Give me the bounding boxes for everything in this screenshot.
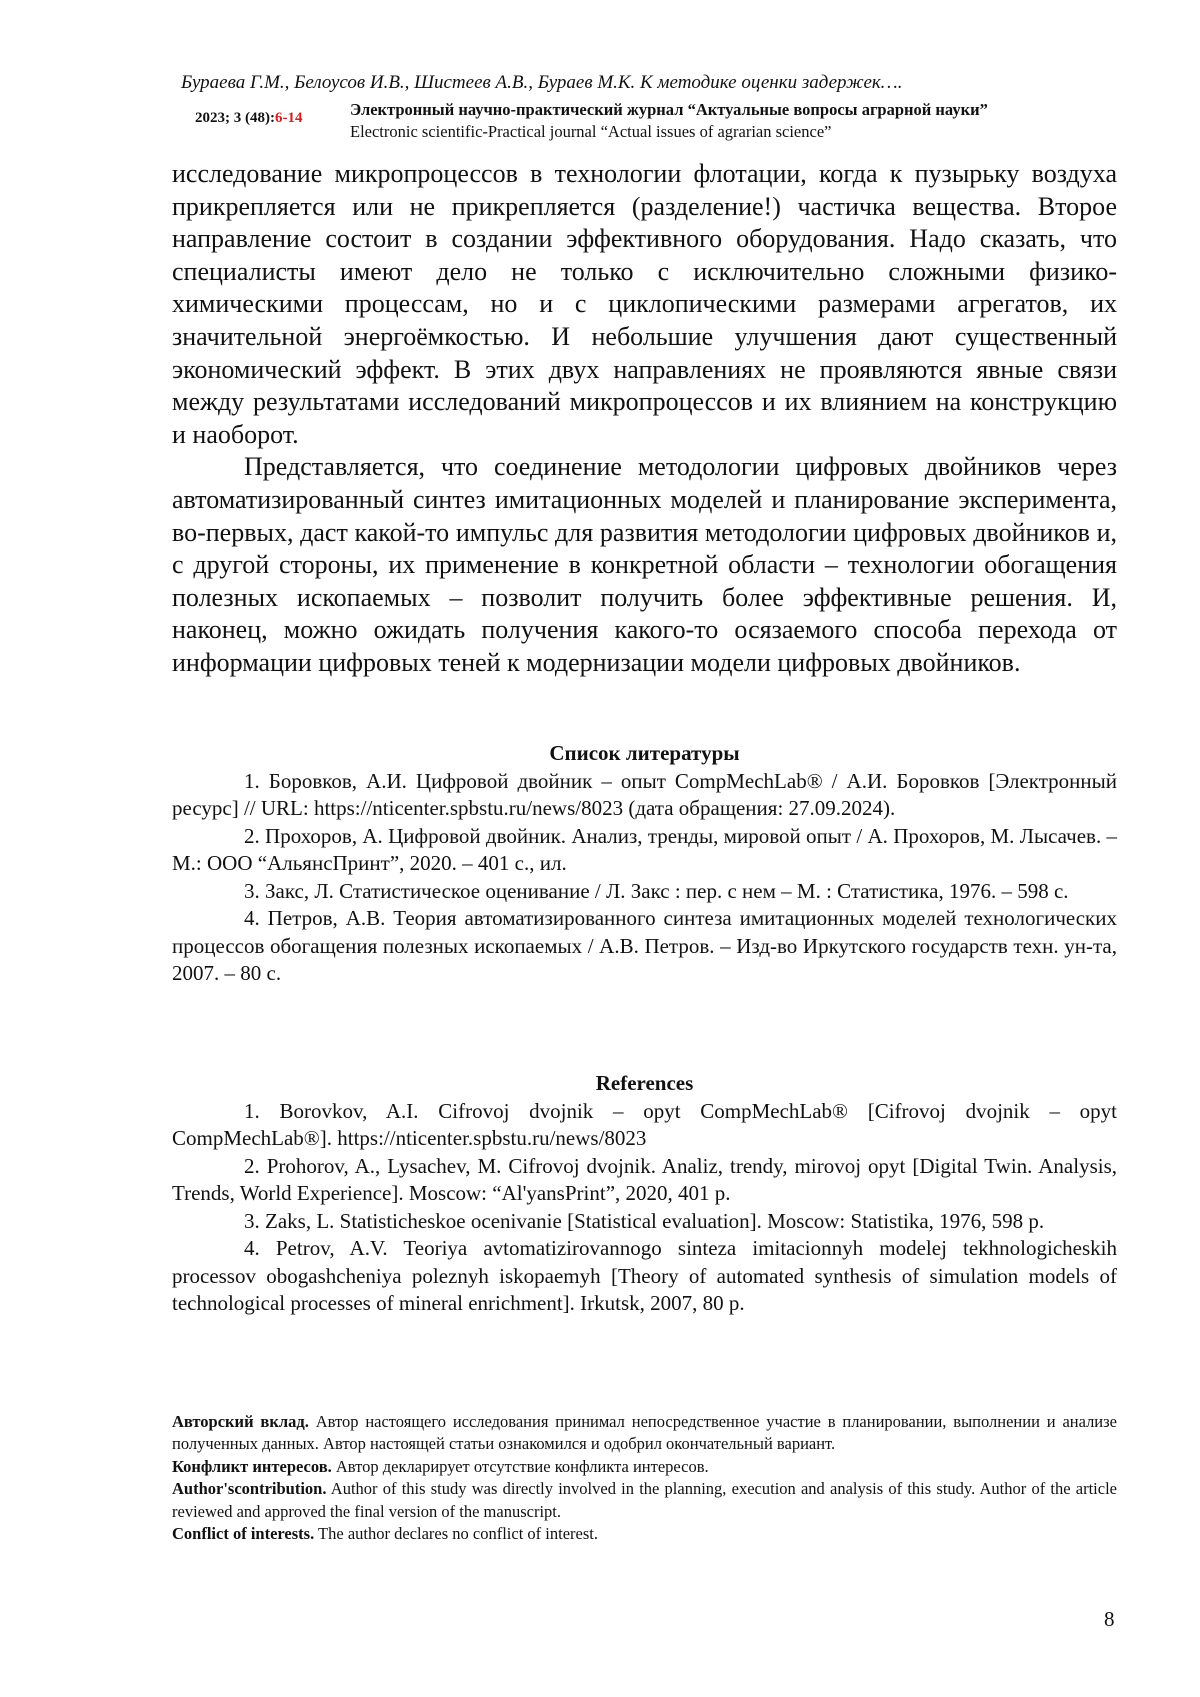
conflict-ru-text: Автор декларирует отсутствие конфликта интересов. bbox=[335, 1456, 709, 1476]
journal-title-ru: Электронный научно-практический журнал “Актуальные вопросы аграрной науки” bbox=[350, 100, 988, 119]
journal-title-en: Electronic scientific-Practical journal “Actual issues of agrarian science” bbox=[350, 122, 832, 141]
contribution-en bbox=[172, 1478, 1117, 1523]
conflict-ru-label: Конфликт интересов. bbox=[172, 1456, 332, 1476]
conflict-en-text: The author declares no conflict of interest. bbox=[318, 1524, 598, 1544]
reference-item: 4. Petrov, A.V. Teoriya avtomatizirovannogo sinteza imitacionnyh modelej tekhnologicheskih processov obogashcheniya poleznyh iskopaemyh [Theory of automated synthesis of simulation models of technological processes of mineral enrichment]. Irkutsk, 2007, 80 p. bbox=[172, 1236, 1117, 1315]
issue-info bbox=[195, 110, 302, 127]
running-head: Бураева Г.М., Белоусов И.В., Шистеев А.В., Бураев М.К. К методике оценки задержек…. bbox=[181, 72, 903, 93]
contribution-en-text: Author of this study was directly involved in the planning, execution and analysis of this study. Author of the article reviewed and approved the final version of the manuscript. bbox=[172, 1479, 1117, 1521]
body-paragraph: исследование микропроцессов в технологии флотации, когда к пузырьку воздуха прикрепляется или не прикрепляется (разделение!) частичка вещества. Второе направление состоит в создании эффективного оборудования. Надо сказать, что специалисты имеют дело не только с исключительно сложными физико-химическими процессам, но и с циклопическими размерами агрегатов, их значительной энергоёмкостью. И небольшие улучшения дают существенный экономический эффект. В этих двух направлениях не проявляются явные связи между результатами исследований микропроцессов и их влиянием на конструкцию и наоборот. bbox=[172, 159, 1117, 449]
conflict-en bbox=[172, 1523, 1117, 1545]
body-paragraph: Представляется, что соединение методологии цифровых двойников через автоматизированный синтез имитационных моделей и планирование эксперимента, во-первых, даст какой-то импульс для развития методологии цифровых двойников и, с другой стороны, их применение в конкретной области – технологии обогащения полезных ископаемых – позволит получить более эффективные решения. И, наконец, можно ожидать получения какого-то осязаемого способа перехода от информации цифровых теней к модернизации модели цифровых двойников. bbox=[172, 452, 1117, 677]
issue-number: 2023; 3 (48): bbox=[195, 110, 275, 126]
literature-item: 1. Боровков, А.И. Цифровой двойник – опыт CompMechLab® / А.И. Боровков [Электронный ресурс] // URL: https://nticenter.spbstu.ru/news/8023 (дата обращения: 27.09.2024). bbox=[172, 768, 1117, 820]
literature-section bbox=[172, 740, 1117, 988]
literature-item: 2. Прохоров, А. Цифровой двойник. Анализ, тренды, мировой опыт / А. Прохоров, М. Лысачев. – М.: ООО “АльянсПринт”, 2020. – 401 с., ил. bbox=[172, 823, 1117, 875]
conflict-en-label: Conflict of interests. bbox=[172, 1524, 315, 1544]
page-number: 8 bbox=[1104, 1607, 1115, 1631]
references-section bbox=[172, 1070, 1117, 1318]
conflict-ru bbox=[172, 1456, 1117, 1478]
author-notes bbox=[172, 1411, 1117, 1545]
literature-item: 3. Закс, Л. Статистическое оценивание / Л. Закс : пер. с нем – М. : Статистика, 1976. – 598 с. bbox=[244, 878, 1069, 903]
contribution-en-label: Author'scontribution. bbox=[172, 1479, 327, 1499]
contribution-ru bbox=[172, 1411, 1117, 1456]
reference-item: 1. Borovkov, A.I. Cifrovoj dvojnik – opyt CompMechLab® [Cifrovoj dvojnik – opyt CompMechLab®]. https://nticenter.spbstu.ru/news/8023 bbox=[172, 1098, 1117, 1150]
contribution-ru-label: Авторский вклад. bbox=[172, 1412, 309, 1431]
references-heading: References bbox=[595, 1071, 694, 1095]
reference-item: 3. Zaks, L. Statisticheskoe ocenivanie [Statistical evaluation]. Moscow: Statistika, 1976, 598 p. bbox=[244, 1208, 1045, 1233]
literature-heading: Список литературы bbox=[549, 741, 740, 765]
contribution-ru-text: Автор настоящего исследования принимал непосредственное участие в планировании, выполнении и анализе полученных данных. Автор настоящей статьи ознакомился и одобрил окончательный вариант. bbox=[172, 1412, 1117, 1454]
reference-item: 2. Prohorov, A., Lysachev, M. Cifrovoj dvojnik. Analiz, trendy, mirovoj opyt [Digital Twin. Analysis, Trends, World Experience]. Moscow: “Al'yansPrint”, 2020, 401 p. bbox=[172, 1153, 1117, 1205]
literature-item: 4. Петров, А.В. Теория автоматизированного синтеза имитационных моделей технологических процессов обогащения полезных ископаемых / А.В. Петров. – Изд-во Иркутского государств техн. ун-та, 2007. – 80 с. bbox=[172, 906, 1117, 985]
body-text bbox=[172, 158, 1117, 680]
issue-pages: 6-14 bbox=[274, 110, 303, 126]
